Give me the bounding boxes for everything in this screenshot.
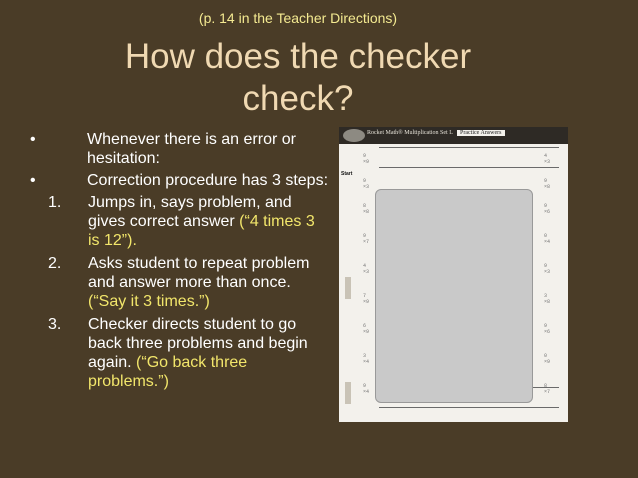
- step-main: Asks student to repeat problem and answer more than once.: [88, 255, 310, 291]
- svg-text:9: 9: [363, 178, 367, 184]
- svg-text:×8: ×8: [544, 299, 551, 305]
- step-main: Jumps in, says problem, and gives correct answer: [88, 194, 292, 230]
- slide-subtitle: (p. 14 in the Teacher Directions): [198, 10, 398, 26]
- worksheet-start-label: Start: [341, 171, 353, 177]
- step-text: [88, 254, 330, 311]
- step-number: 3.: [48, 316, 62, 333]
- bullet-list: [30, 130, 330, 395]
- svg-text:×6: ×6: [544, 209, 551, 215]
- step-item: [30, 315, 330, 391]
- bullet-text: Correction procedure has 3 steps:: [87, 172, 329, 189]
- bullet-item: [30, 130, 330, 168]
- svg-text:×7: ×7: [363, 239, 370, 245]
- step-highlight: (“Go back three problems.”): [88, 354, 248, 390]
- worksheet-brand: Rocket Math®: [367, 130, 403, 136]
- svg-text:×9: ×9: [544, 359, 551, 365]
- svg-text:8: 8: [544, 383, 548, 389]
- bullet-marker: •: [30, 131, 36, 148]
- step-item: [30, 193, 330, 250]
- svg-text:8: 8: [363, 203, 367, 209]
- title-line-1: How does the checker: [124, 37, 472, 76]
- svg-text:×4: ×4: [363, 359, 370, 365]
- svg-text:×8: ×8: [544, 184, 551, 190]
- svg-text:0: 0: [544, 353, 548, 359]
- svg-text:×8: ×8: [363, 209, 370, 215]
- svg-text:×3: ×3: [544, 269, 551, 275]
- svg-text:×4: ×4: [363, 389, 370, 395]
- svg-text:6: 6: [363, 323, 367, 329]
- bullet-marker: •: [30, 172, 36, 189]
- step-number: 1.: [48, 194, 62, 211]
- svg-text:9: 9: [544, 323, 548, 329]
- step-highlight: (“4 times 3 is 12”).: [88, 213, 315, 249]
- svg-text:9: 9: [363, 233, 367, 239]
- title-line-2: check?: [242, 79, 354, 118]
- svg-text:7: 7: [363, 293, 367, 299]
- worksheet-answers-label: Practice Answers: [457, 130, 505, 136]
- svg-text:×3: ×3: [363, 184, 370, 190]
- svg-text:9: 9: [544, 203, 548, 209]
- worksheet-thumbnail: [339, 127, 568, 422]
- step-text: [88, 193, 330, 250]
- step-number: 2.: [48, 255, 62, 272]
- svg-text:9: 9: [544, 263, 548, 269]
- slide-title: [0, 36, 596, 120]
- svg-text:×3: ×3: [544, 159, 551, 165]
- svg-text:×9: ×9: [363, 329, 370, 335]
- svg-text:4: 4: [363, 263, 367, 269]
- step-item: [30, 254, 330, 311]
- svg-text:×9: ×9: [363, 159, 370, 165]
- worksheet-blank-area: [375, 189, 533, 403]
- svg-text:×3: ×3: [363, 269, 370, 275]
- svg-text:3: 3: [363, 353, 367, 359]
- svg-text:9: 9: [544, 178, 548, 184]
- bullet-text: Whenever there is an error or hesitation:: [87, 131, 296, 167]
- svg-text:×9: ×9: [363, 299, 370, 305]
- svg-text:×4: ×4: [544, 239, 551, 245]
- svg-text:0: 0: [544, 233, 548, 239]
- svg-text:4: 4: [544, 153, 548, 159]
- step-highlight: (“Say it 3 times.”): [88, 293, 210, 310]
- step-text: [88, 315, 330, 391]
- worksheet-set: Multiplication Set L: [404, 130, 453, 136]
- svg-text:×6: ×6: [544, 329, 551, 335]
- svg-text:3: 3: [544, 293, 548, 299]
- svg-text:9: 9: [363, 383, 367, 389]
- bullet-item: [30, 171, 330, 190]
- svg-text:×7: ×7: [544, 389, 551, 395]
- step-main: Checker directs student to go back three problems and begin again.: [88, 316, 308, 371]
- svg-text:9: 9: [363, 153, 367, 159]
